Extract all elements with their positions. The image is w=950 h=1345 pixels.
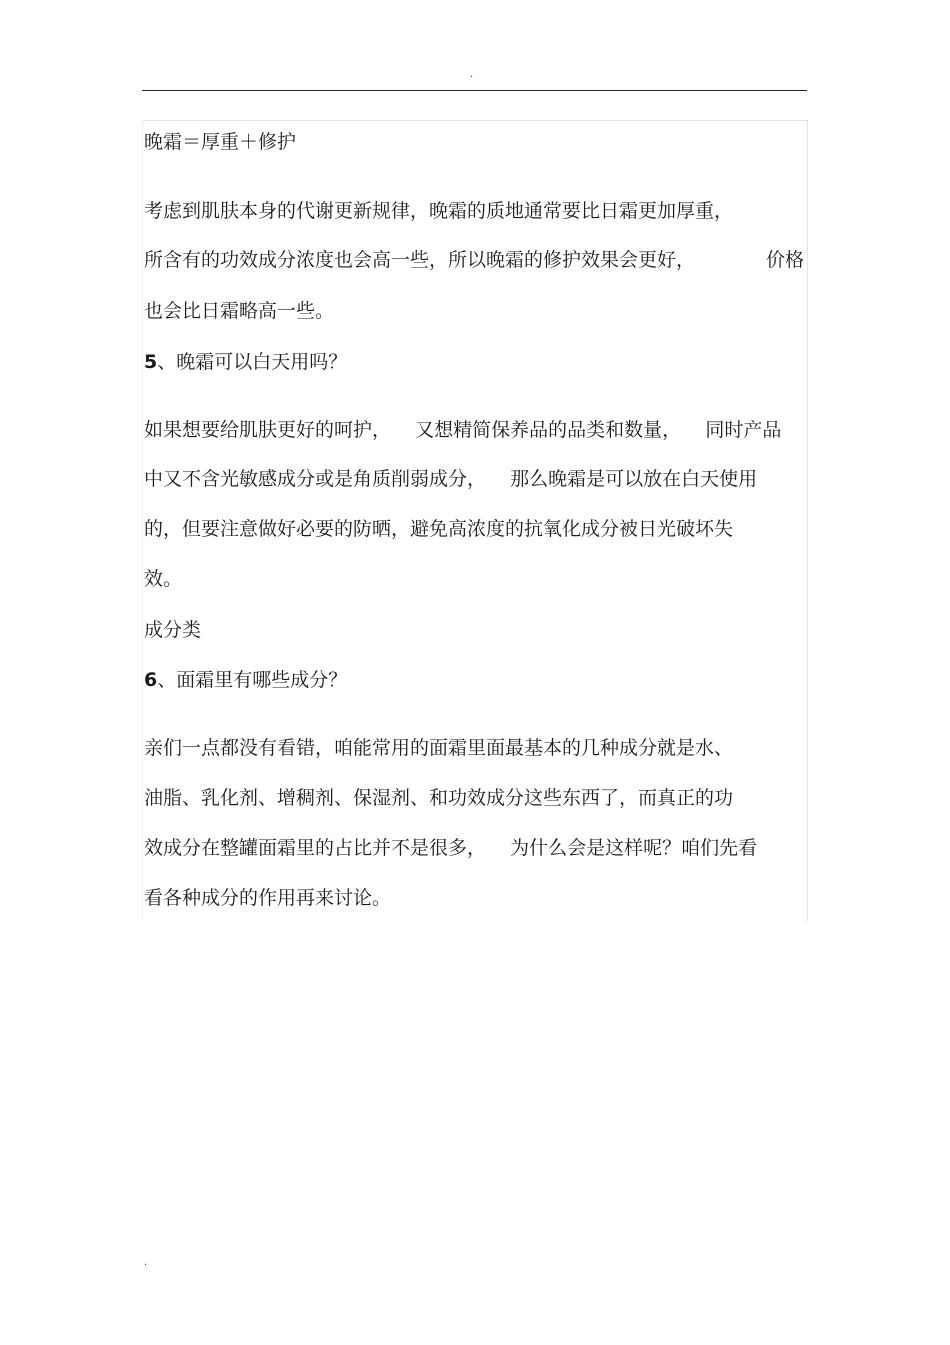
section-label: 成分类 (144, 619, 202, 641)
header-mark: . (470, 69, 474, 80)
paragraph-line: 亲们一点都没有看错，咱能常用的面霜里面最基本的几种成分就是水、 (144, 737, 734, 759)
paragraph-line: 效成分在整罐面霜里的占比并不是很多， 为什么会是这样呢？咱们先看 (144, 837, 758, 859)
paragraph-line: 如果想要给肌肤更好的呵护， 又想精简保养品的品类和数量， 同时产品 (144, 419, 782, 441)
paragraph-line: 看各种成分的作用再来讨论。 (144, 887, 392, 909)
question-text: 、晚霜可以白天用吗？ (157, 351, 348, 373)
paragraph-line: 中又不含光敏感成分或是角质削弱成分， 那么晚霜是可以放在白天使用 (144, 468, 758, 490)
paragraph-line (144, 248, 804, 272)
question-heading-6 (144, 668, 347, 692)
paragraph-line: 考虑到肌肤本身的代谢更新规律，晚霜的质地通常要比日霜更加厚重， (144, 200, 734, 222)
question-number: 5 (144, 351, 158, 373)
paragraph-line-segment: 价格 (765, 249, 804, 271)
paragraph-line-segment: 所含有的功效成分浓度也会高一些，所以晚霜的修护效果会更好， (144, 249, 696, 271)
paragraph-line: 也会比日霜略高一些。 (144, 300, 335, 322)
section-heading-night-cream: 晚霜＝厚重＋修护 (144, 131, 297, 153)
footer-mark: . (144, 1257, 148, 1268)
paragraph-line: 效。 (144, 568, 183, 590)
question-heading-5 (144, 350, 347, 374)
header-rule (142, 90, 807, 91)
paragraph-line: 油脂、乳化剂、增稠剂、保湿剂、和功效成分这些东西了，而真正的功 (144, 787, 734, 809)
question-number: 6 (144, 669, 158, 691)
question-text: 、面霜里有哪些成分？ (157, 669, 348, 691)
paragraph-line: 的，但要注意做好必要的防晒，避免高浓度的抗氧化成分被日光破坏失 (144, 518, 734, 540)
